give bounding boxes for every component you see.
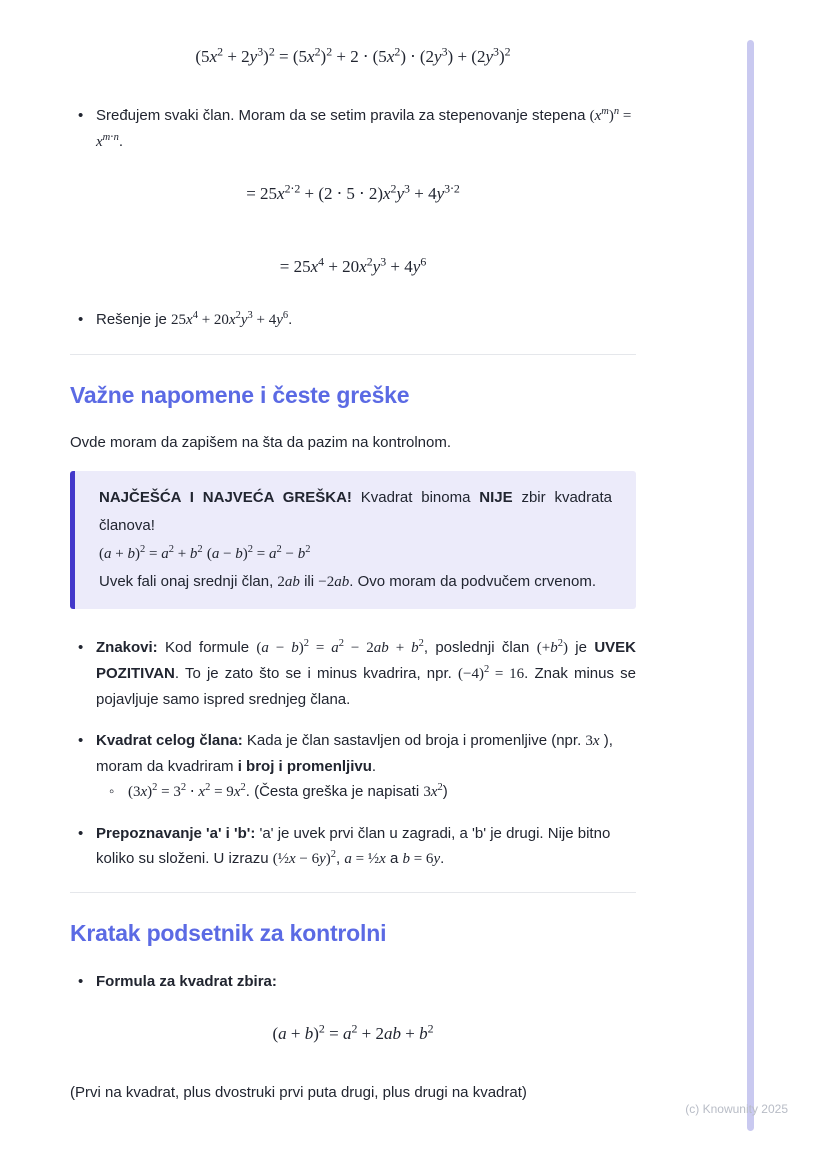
list-item-text: • Prepoznavanje 'a' i 'b': 'a' je uvek prvi član u zagradi, a 'b' je drugi. Nije bitno koliko su složeni. U izrazu (½x − 6y)$^2$, a = ½x a b = 6y. bbox=[96, 825, 611, 867]
list-item bbox=[70, 103, 636, 155]
list-item-text: • Znakovi: Kod formule $(a - b)^2 = a^2 - 2ab + b^2$, poslednji član $(+b^2)$ je UVEK POZITIVAN. To je zato što se i minus kvadrira, npr. $(-4)^2 = 16$. Znak minus se pojavljuje samo ispred srednjeg člana. bbox=[96, 638, 636, 708]
section-heading-reminder: Kratak podsetnik za kontrolni bbox=[70, 920, 387, 946]
derivation-list bbox=[70, 103, 636, 155]
list-item-text: • Rešenje je $25x^4 + 20x^2y^3 + 4y^6$. bbox=[96, 310, 293, 328]
callout-line: NAJČEŠĆA I NAJVEĆA GREŠKA! Kvadrat binoma NIJE zbir kvadrata članova! bbox=[99, 489, 612, 534]
sub-list bbox=[96, 779, 636, 805]
section-divider bbox=[70, 892, 636, 893]
scrollbar-thumb[interactable] bbox=[747, 40, 754, 1131]
list-item-text: • Sređujem svaki član. Moram da se setim pravila za stepenovanje stepena $(x^m)^n = x^{m\cdot n}$. bbox=[96, 106, 632, 150]
warning-callout bbox=[70, 471, 636, 609]
display-formula-mid: = $25x^{2\cdot 2} + (2 \cdot 5 \cdot 2)x^2y^3 + 4y^{3\cdot 2}$ bbox=[246, 181, 460, 203]
intro-paragraph: Ovde moram da zapišem na šta da pazim na kontrolnom. bbox=[70, 434, 452, 451]
document-content bbox=[70, 45, 636, 1121]
list-item-text: • Kvadrat celog člana: Kada je član sastavljen od broja i promenljive (npr. 3x ), moram da kvadriram i broj i promenljivu. bbox=[96, 732, 613, 775]
callout-line: Uvek fali onaj srednji član, 2ab ili −2ab. Ovo moram da podvučem crvenom. bbox=[99, 573, 596, 590]
display-formula-reminder: $(a + b)^2 = a^2 + 2ab + b^2$ bbox=[272, 1021, 434, 1043]
sub-list-item bbox=[96, 779, 636, 805]
callout-formula-line: $(a + b)^2 = a^2 + b^2$ $(a - b)^2 = a^2 - b^2$ bbox=[99, 544, 311, 562]
section-heading-notes: Važne napomene i česte greške bbox=[70, 382, 410, 408]
list-item-text: • Formula za kvadrat zbira: bbox=[96, 973, 277, 990]
list-item-text: ◦ $(3x)^2 = 3^2 \cdot x^2 = 9x^2$. (Česta greška je napisati $3x^2$) bbox=[128, 782, 448, 800]
watermark: (c) Knowunity 2025 bbox=[685, 1102, 788, 1116]
reminder-list bbox=[70, 969, 636, 994]
display-formula-expanded: $(5x^2 + 2y^3)^2 = (5x^2)^2 + 2 \cdot (5x^2) \cdot (2y^3) + (2y^3)^2$ bbox=[195, 44, 511, 66]
list-item bbox=[70, 821, 636, 872]
list-item bbox=[70, 635, 636, 712]
closing-note: (Prvi na kvadrat, plus dvostruki prvi puta drugi, plus drugi na kvadrat) bbox=[70, 1084, 527, 1101]
list-item bbox=[70, 307, 636, 333]
list-item bbox=[70, 728, 636, 805]
section-divider bbox=[70, 354, 636, 355]
display-formula-result: = $25x^4 + 20x^2y^3 + 4y^6$ bbox=[279, 254, 427, 276]
solution-list bbox=[70, 307, 636, 333]
list-item bbox=[70, 969, 636, 994]
notes-list bbox=[70, 635, 636, 872]
